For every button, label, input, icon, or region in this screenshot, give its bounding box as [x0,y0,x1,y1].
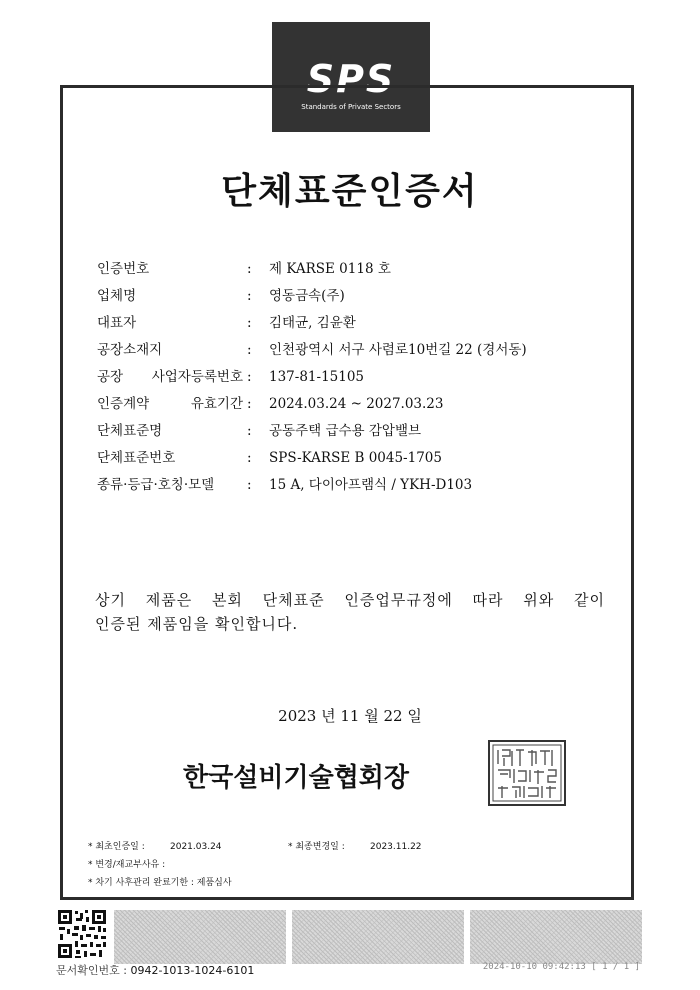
doc-number-label: 문서확인번호 : [56,964,127,977]
field-value: 김태균, 김윤환 [269,315,356,331]
field-label: 업체명 [97,288,137,304]
colon: : [247,477,252,493]
field-label: 공장 사업자등록번호 [97,369,243,385]
last-change-label: * 최종변경일 : [288,842,345,852]
field-label: 단체표준번호 [97,450,176,466]
note-row-change-reason [88,856,232,874]
colon: : [247,261,252,277]
qr-code-icon[interactable] [56,908,108,960]
security-pattern-1 [114,910,286,964]
statement-line-1: 상기 제품은 본회 단체표준 인증업무규정에 따라 위와 같이 [95,591,605,609]
field-value: 15 A, 다이아프램식 / YKH-D103 [269,477,473,493]
certification-statement [95,588,605,636]
field-value: 공동주택 급수용 감압밸브 [269,423,422,439]
colon: : [247,342,252,358]
security-pattern-2 [292,910,464,964]
colon: : [247,315,252,331]
change-reason-label: * 변경/재교부사유 : [88,860,166,870]
statement-line-2: 인증된 제품임을 확인합니다. [95,615,299,633]
field-label: 인증번호 [97,261,150,277]
note-row-dates [88,838,422,856]
sps-logo-mark: SPS [306,57,396,101]
first-cert-value: 2021.03.24 [170,842,222,852]
colon: : [247,450,252,466]
issue-date: 2023 년 11 월 22 일 [278,707,422,725]
security-pattern-3 [470,910,642,964]
field-label: 대표자 [97,315,137,331]
print-timestamp: 2024-10-10 09:42:13 [ 1 / 1 ] [482,962,640,972]
first-cert-label: * 최초인증일 : [88,842,145,852]
note-row-followup [88,874,232,892]
field-label: 종류·등급·호칭·모델 [97,477,215,493]
document-verification-number [56,962,254,978]
field-value: 제 KARSE 0118 호 [269,261,391,277]
colon: : [247,369,252,385]
colon: : [247,396,252,412]
certificate-notes [88,838,422,892]
followup-label: * 차기 사후관리 완료기한 : [88,878,194,888]
field-value: 2024.03.24 ~ 2027.03.23 [269,396,444,412]
field-label: 공장소재지 [97,342,163,358]
field-value: SPS-KARSE B 0045-1705 [269,450,442,466]
field-label: 인증계약 유효기간 [97,396,243,412]
field-value: 영동금속(주) [269,288,345,304]
colon: : [247,423,252,439]
field-label: 단체표준명 [97,423,163,439]
last-change-value: 2023.11.22 [370,842,422,852]
issuer-name: 한국설비기술협회장 [183,763,410,793]
followup-value: 제품심사 [196,878,232,888]
doc-number-value: 0942-1013-1024-6101 [130,964,255,977]
sps-logo-subtitle: Standards of Private Sectors [301,103,401,111]
field-value: 137-81-15105 [269,369,365,385]
field-value: 인천광역시 서구 사렴로10번길 22 (경서동) [269,342,527,358]
certificate-title: 단체표준인증서 [221,171,479,212]
colon: : [247,288,252,304]
